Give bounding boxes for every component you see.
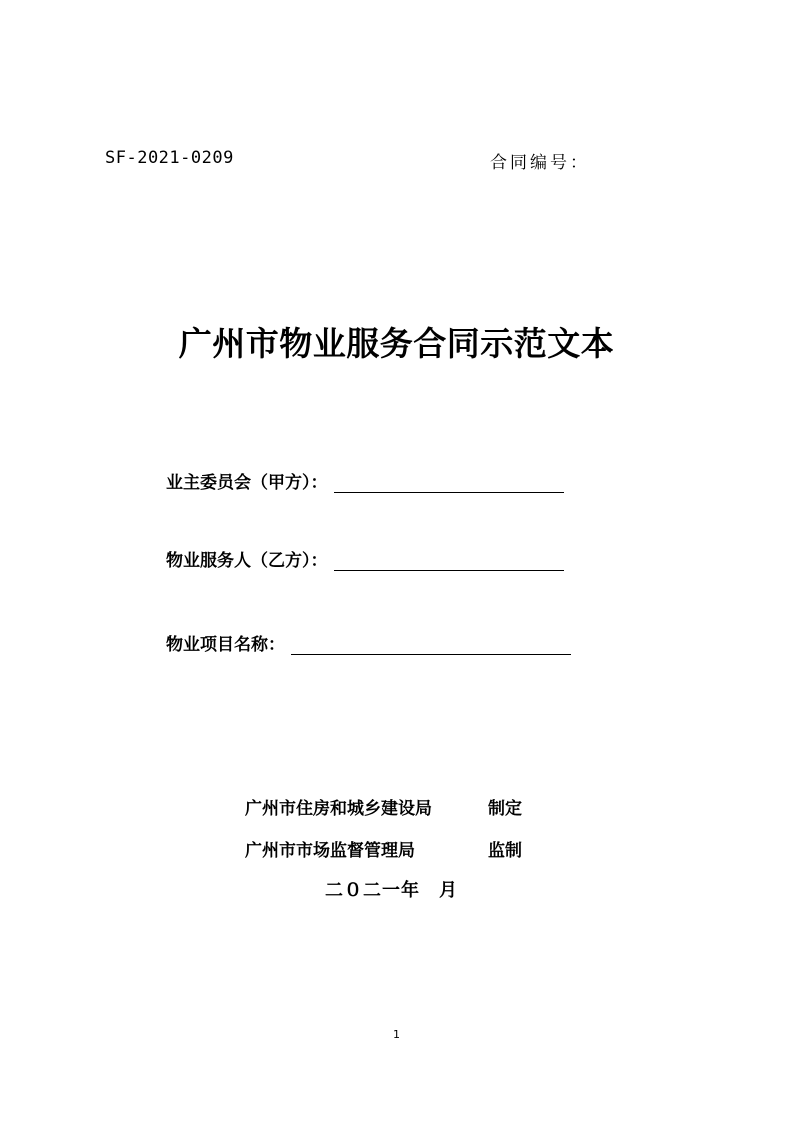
party-b-label: 物业服务人（乙方）： xyxy=(166,551,328,571)
party-b-field xyxy=(166,546,564,571)
document-code: SF-2021-0209 xyxy=(105,148,234,168)
party-a-label: 业主委员会（甲方）： xyxy=(166,473,328,493)
project-name-field xyxy=(166,630,571,655)
party-b-blank[interactable] xyxy=(334,550,564,571)
page-number: 1 xyxy=(393,1028,400,1041)
issuer-1-role: 制定 xyxy=(488,799,522,819)
project-name-blank[interactable] xyxy=(291,634,571,655)
party-a-field xyxy=(166,468,564,493)
issuer-1-name: 广州市住房和城乡建设局 xyxy=(245,799,432,819)
project-name-label: 物业项目名称： xyxy=(166,635,285,655)
document-title: 广州市物业服务合同示范文本 xyxy=(178,324,615,363)
party-a-blank[interactable] xyxy=(334,472,564,493)
issuer-2-role: 监制 xyxy=(488,841,522,861)
issuer-2-name: 广州市市场监督管理局 xyxy=(245,841,415,861)
contract-number-label: 合同编号： xyxy=(490,153,590,173)
issue-date: 二０二一年 月 xyxy=(325,880,458,901)
